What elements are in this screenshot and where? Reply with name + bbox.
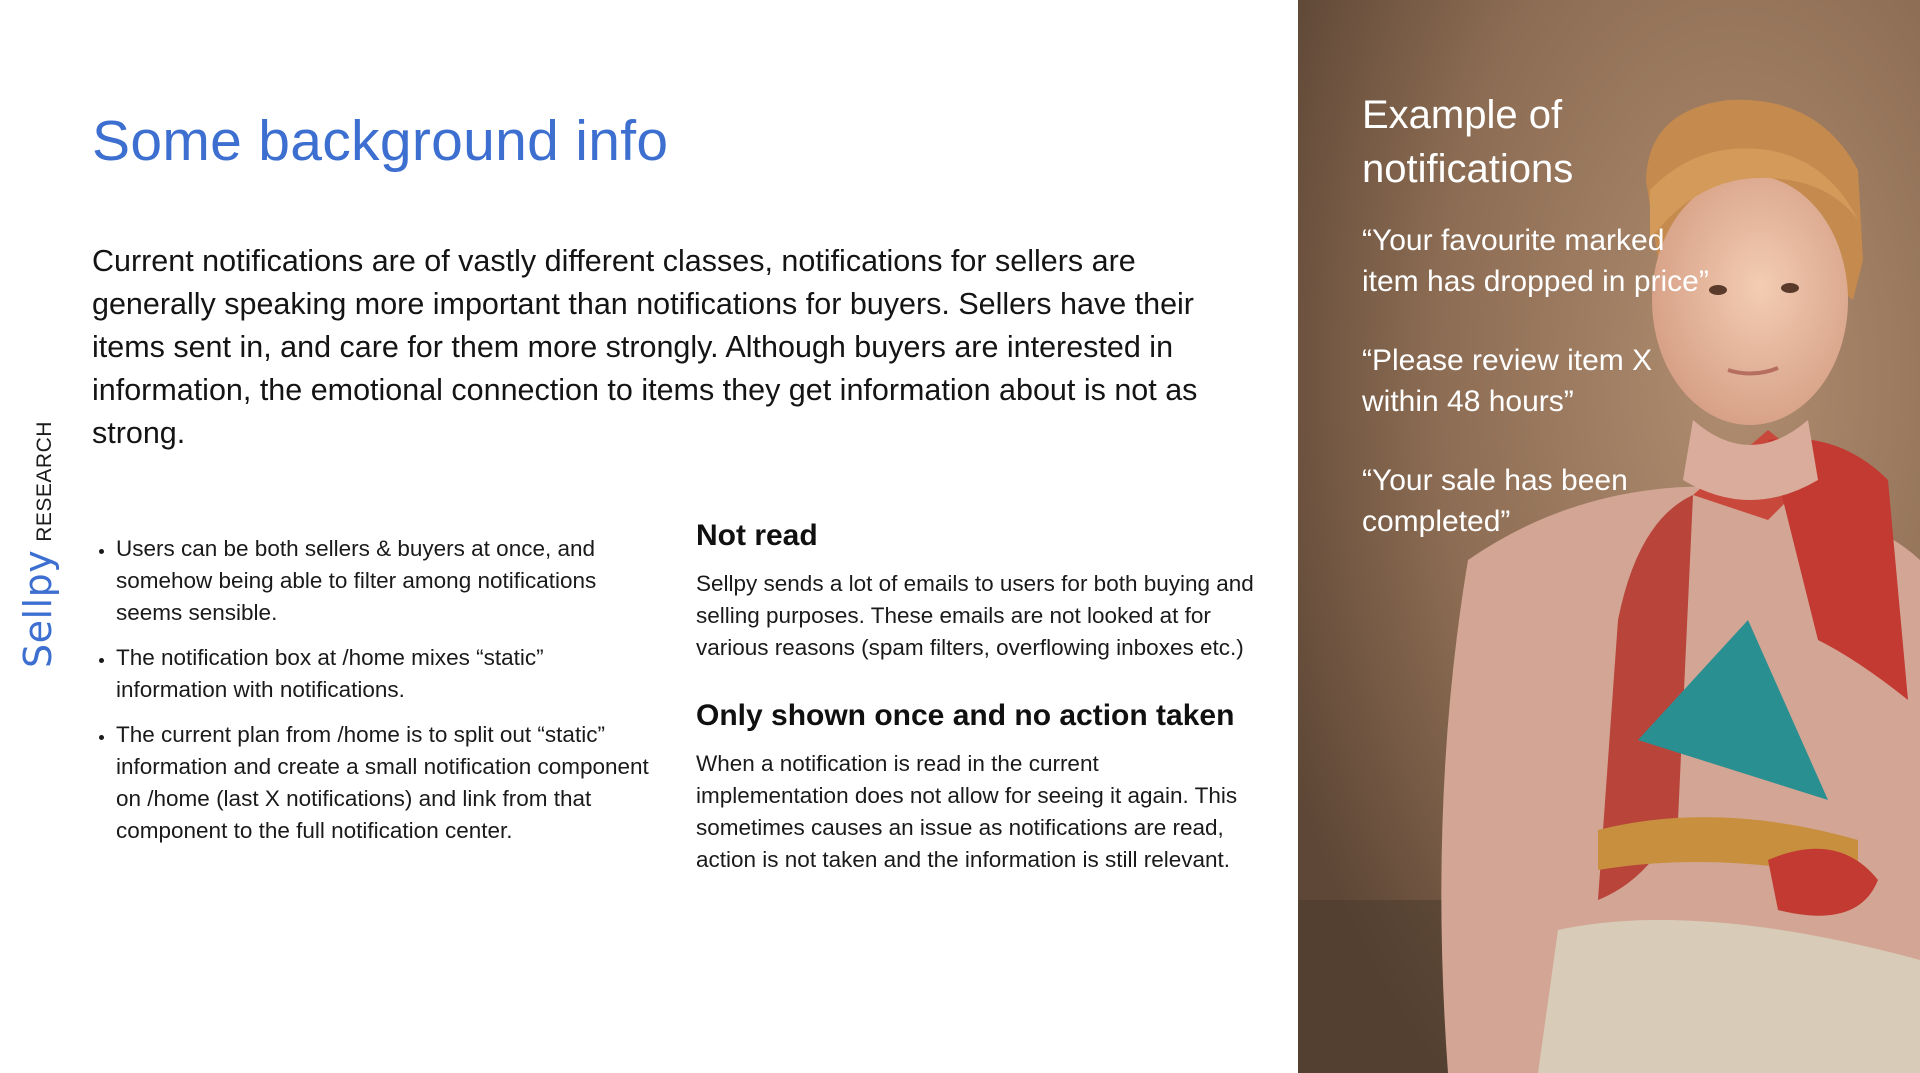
section-body-not-read: Sellpy sends a lot of emails to users for both buying and selling purposes. These emails are not looked at for various reasons (spam filters, overflowing inboxes etc.) <box>696 571 1254 660</box>
example-quote: “Your favourite marked item has dropped in price” <box>1362 224 1709 298</box>
brand-lockup <box>16 421 60 668</box>
bullet-item: • Users can be both sellers & buyers at once, and somehow being able to filter among notifications seems sensible. <box>116 533 656 629</box>
sellpy-logo: Sellpy <box>16 549 60 668</box>
bullet-item: • The current plan from /home is to split out “static” information and create a small notification component on /home (last X notifications) and link from that component to the full notification center. <box>116 719 656 847</box>
example-quote: “Please review item X within 48 hours” <box>1362 344 1653 418</box>
bullet-item: • The notification box at /home mixes “static” information with notifications. <box>116 642 656 706</box>
problem-sections <box>696 516 1256 908</box>
section-heading-not-read: Not read <box>696 519 818 552</box>
examples-title: Example of notifications <box>1362 93 1574 191</box>
photo-panel <box>1298 0 1920 1073</box>
notification-examples <box>1362 88 1722 580</box>
example-quote: “Your sale has been completed” <box>1362 464 1628 538</box>
brand-research-label: RESEARCH <box>33 421 56 542</box>
intro-paragraph: Current notifications are of vastly different classes, notifications for sellers are generally speaking more important than notifications for buyers. Sellers have their items sent in, and care for them more strongly. Although buyers are interested in information, the emotional connection to items they get information about is not as strong. <box>92 244 1198 450</box>
section-heading-shown-once: Only shown once and no action taken <box>696 699 1235 732</box>
section-body-shown-once: When a notification is read in the current implementation does not allow for seeing it again. This sometimes causes an issue as notifications are read, action is not taken and the information is still relevant. <box>696 751 1238 872</box>
bullet-list <box>92 533 656 860</box>
page-title: Some background info <box>92 109 669 173</box>
